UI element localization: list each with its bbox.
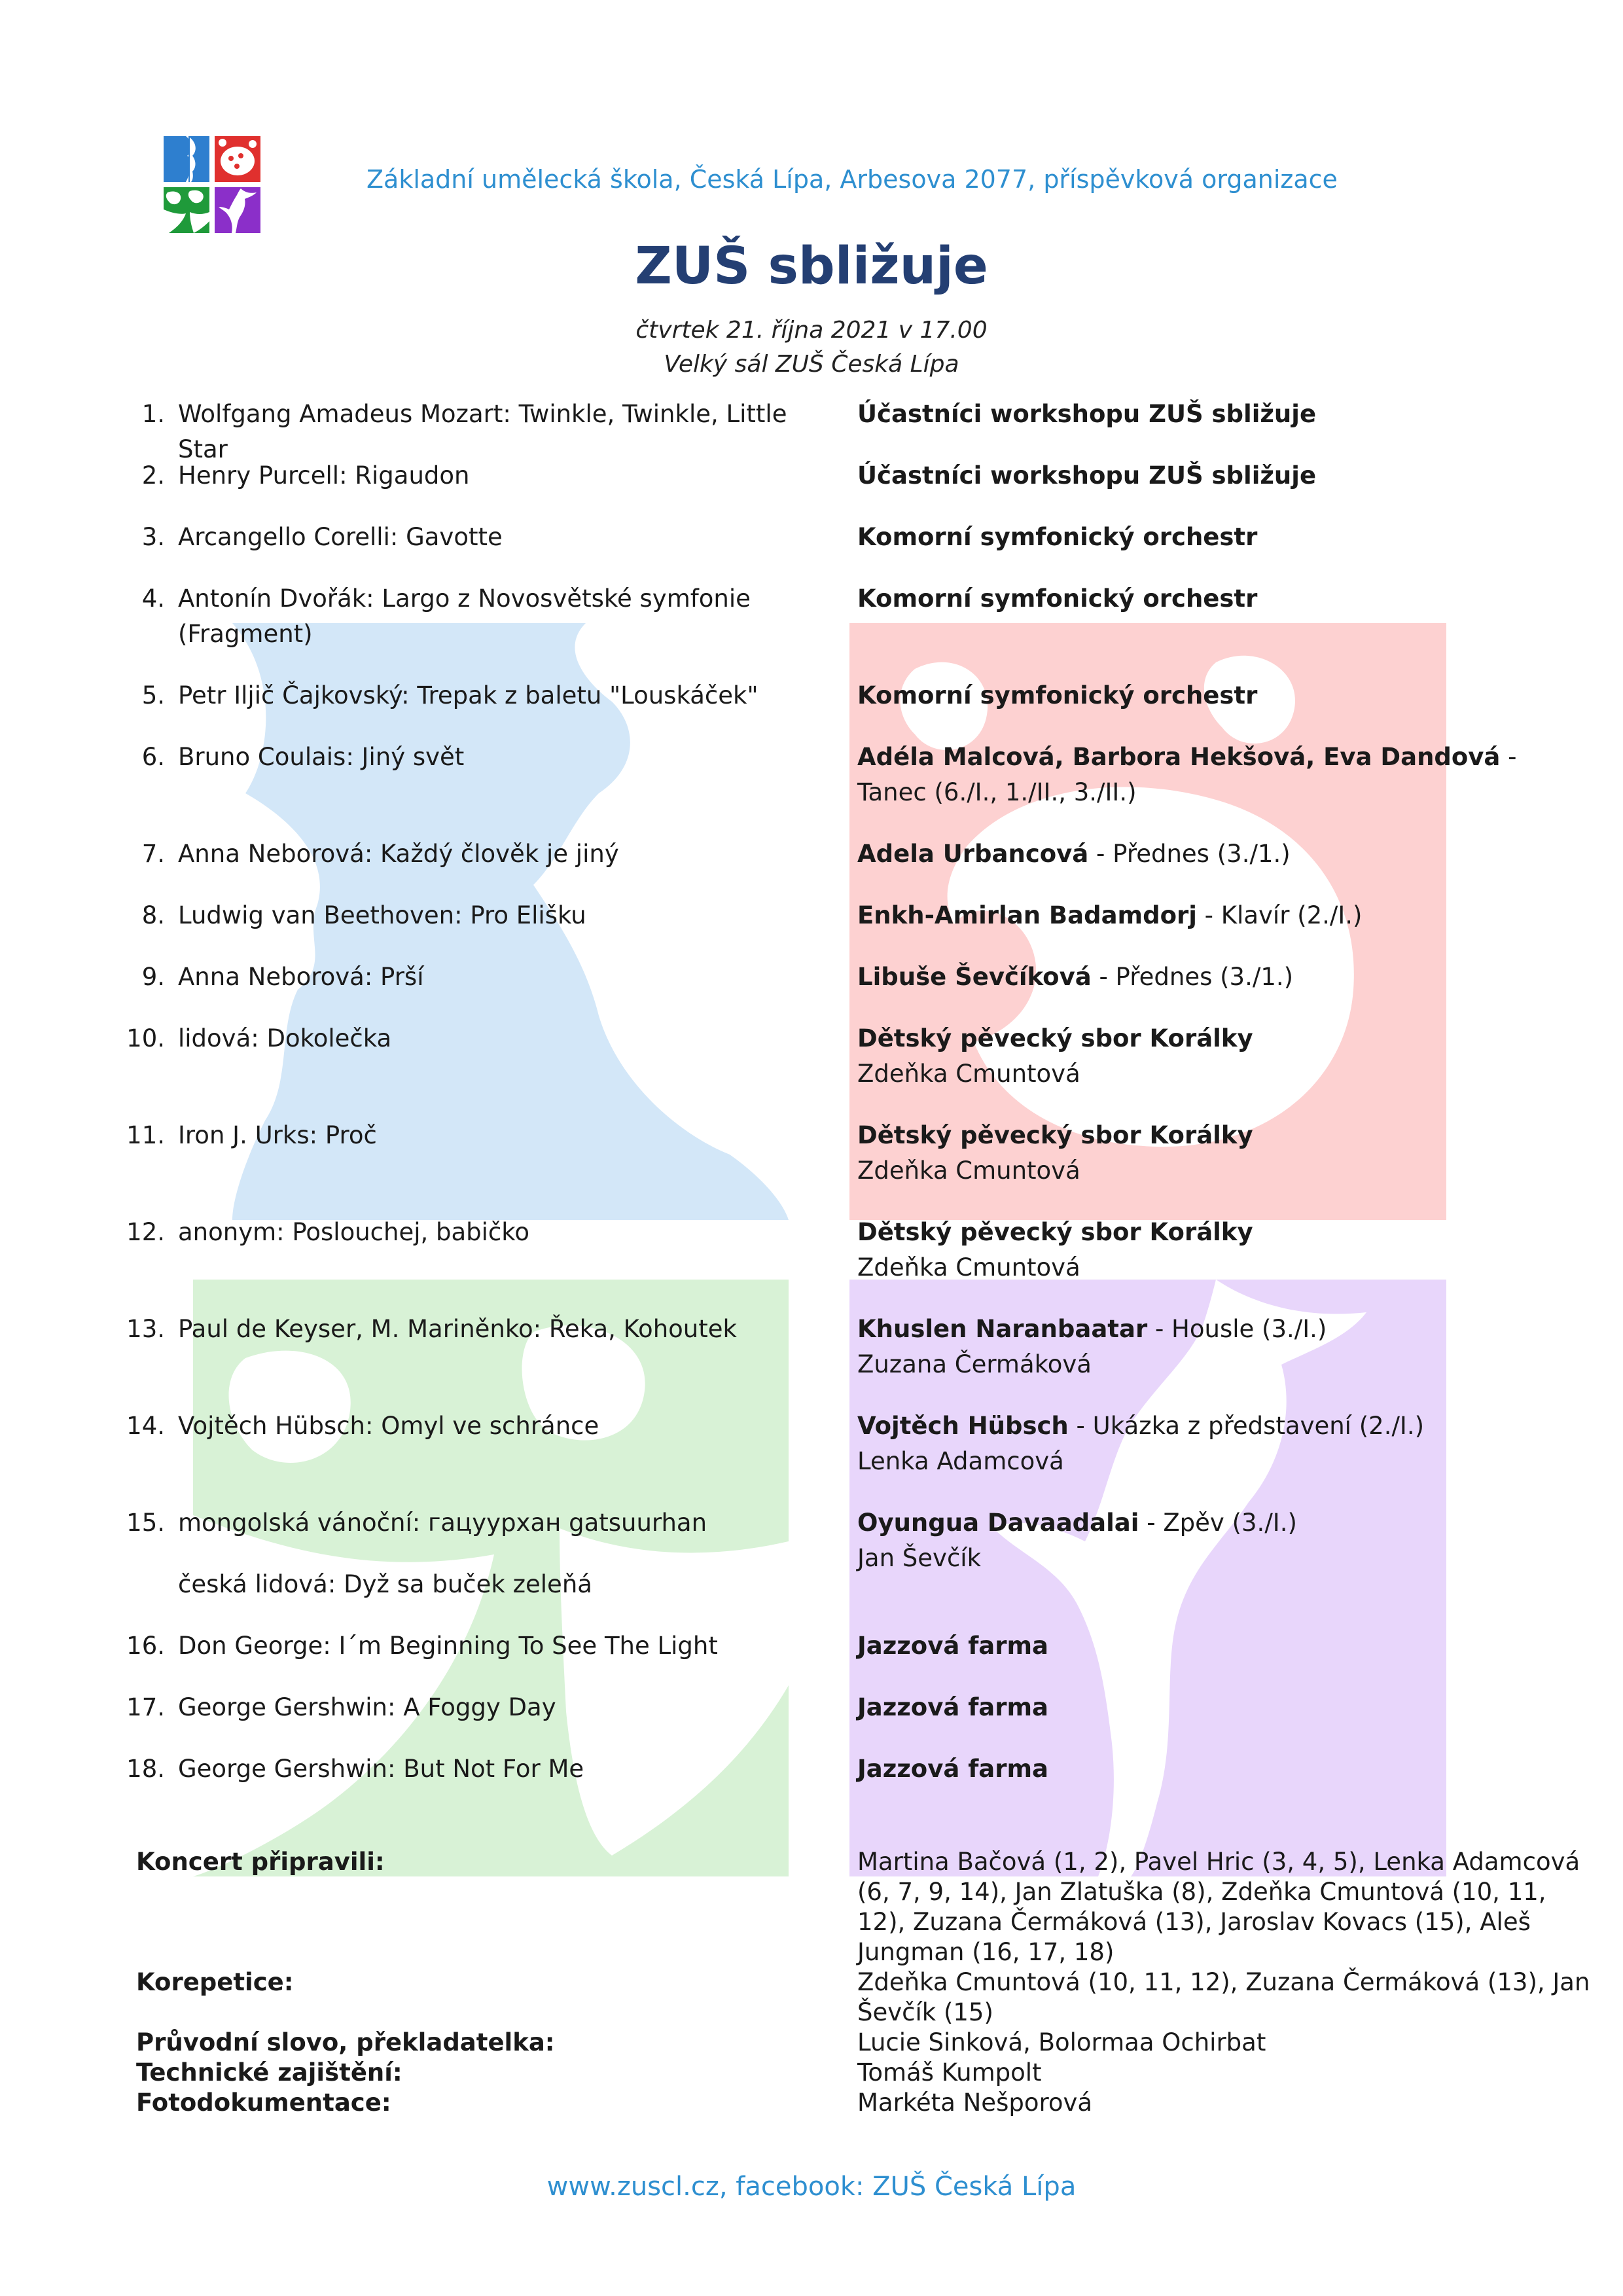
performer: [857, 1408, 1590, 1479]
item-number: 12.: [126, 1218, 165, 1246]
piece-title: Anna Neborová: Každý člověk je jiný: [178, 840, 619, 868]
performer: [857, 960, 1590, 995]
teacher-name: Zuzana Čermáková: [857, 1350, 1092, 1378]
school-logo: [164, 136, 260, 233]
performer: [857, 397, 1590, 432]
performer-name: Adéla Malcová, Barbora Hekšová, Eva Dandová: [857, 743, 1501, 771]
item-number: 1.: [141, 400, 165, 428]
performer-name: Komorní symfonický orchestr: [857, 523, 1258, 551]
item-number: 18.: [126, 1755, 165, 1783]
piece-title: Iron J. Urks: Proč: [178, 1121, 377, 1149]
credit-label: Technické zajištění:: [136, 2058, 402, 2087]
performer: [857, 678, 1590, 713]
credit-label: Koncert připravili:: [136, 1848, 385, 1876]
piece-title: Bruno Coulais: Jiný svět: [178, 743, 465, 771]
piece-title: Wolfgang Amadeus Mozart: Twinkle, Twinkle, Little Star: [178, 400, 787, 463]
item-number: 2.: [141, 461, 165, 490]
performer: [857, 581, 1590, 617]
item-number: 8.: [141, 901, 165, 929]
item-number: 13.: [126, 1315, 165, 1343]
performer-name: Jazzová farma: [857, 1755, 1049, 1783]
credit-value: Tomáš Kumpolt: [857, 2058, 1042, 2087]
piece-title: Petr Iljič Čajkovský: Trepak z baletu "Louskáček": [178, 681, 758, 709]
piece-title: George Gershwin: A Foggy Day: [178, 1693, 556, 1721]
piece-title: Antonín Dvořák: Largo z Novosvětské symfonie (Fragment): [178, 584, 751, 648]
performer-detail: - Zpěv (3./I.): [1139, 1509, 1297, 1537]
page-title: ZUŠ sbližuje: [635, 237, 988, 296]
event-venue: Velký sál ZUŠ Česká Lípa: [664, 351, 959, 378]
performer: [857, 1215, 1590, 1285]
item-number: 14.: [126, 1412, 165, 1440]
performer: [857, 1118, 1590, 1189]
piece-title: Henry Purcell: Rigaudon: [178, 461, 470, 490]
credit-label: Korepetice:: [136, 1968, 294, 1996]
item-number: 16.: [126, 1632, 165, 1660]
performer: [857, 836, 1590, 872]
conductor-name: Zdeňka Cmuntová: [857, 1253, 1080, 1282]
item-number: 7.: [141, 840, 165, 868]
school-name: Základní umělecká škola, Česká Lípa, Arbesova 2077, příspěvková organizace: [366, 165, 1338, 194]
performer-detail: - Housle (3./I.): [1147, 1315, 1327, 1343]
performer-name: Účastníci workshopu ZUŠ sbližuje: [857, 461, 1317, 490]
conductor-name: Zdeňka Cmuntová: [857, 1157, 1080, 1185]
credit-label: Fotodokumentace:: [136, 2089, 391, 2117]
performer-name: Jazzová farma: [857, 1693, 1049, 1721]
item-number: 11.: [126, 1121, 165, 1149]
piece-title: George Gershwin: But Not For Me: [178, 1755, 584, 1783]
performer-detail: - Klavír (2./I.): [1196, 901, 1363, 929]
footer-links: www.zuscl.cz, facebook: ZUŠ Česká Lípa: [546, 2172, 1077, 2202]
performer-name: Účastníci workshopu ZUŠ sbližuje: [857, 400, 1317, 428]
piece-title: mongolská vánoční: гацуурхан gatsuurhan: [178, 1509, 707, 1537]
performer-detail: - Ukázka z představení (2./I.): [1068, 1412, 1425, 1440]
performer-name: Enkh-Amirlan Badamdorj: [857, 901, 1197, 929]
performer-name: Oyungua Davaadalai: [857, 1509, 1139, 1537]
piece-title: Paul de Keyser, M. Mariněnko: Řeka, Kohoutek: [178, 1315, 737, 1343]
performer-name: Adela Urbancová: [857, 840, 1089, 868]
performer-name: Libuše Ševčíková: [857, 963, 1092, 991]
performer: [857, 1312, 1590, 1382]
item-number: 17.: [126, 1693, 165, 1721]
item-number: 9.: [141, 963, 165, 991]
teacher-name: Jan Ševčík: [857, 1544, 981, 1572]
performer-detail: - Přednes (3./1.): [1088, 840, 1291, 868]
performer: [857, 1690, 1590, 1725]
item-number: 10.: [126, 1024, 165, 1052]
teacher-name: Lenka Adamcová: [857, 1447, 1064, 1475]
item-number: 5.: [141, 681, 165, 709]
piece-title: anonym: Poslouchej, babičko: [178, 1218, 530, 1246]
credit-label: Průvodní slovo, překladatelka:: [136, 2028, 555, 2056]
performer: [857, 1628, 1590, 1664]
performer: [857, 740, 1590, 810]
item-number: 6.: [141, 743, 165, 771]
piece-title: Arcangello Corelli: Gavotte: [178, 523, 503, 551]
item-number: 15.: [126, 1509, 165, 1537]
performer: [857, 898, 1590, 933]
conductor-name: Zdeňka Cmuntová: [857, 1060, 1080, 1088]
piece-title: česká lidová: Dyž sa buček zeleňá: [178, 1570, 592, 1598]
piece-title: Ludwig van Beethoven: Pro Elišku: [178, 901, 586, 929]
piece-title: lidová: Dokolečka: [178, 1024, 392, 1052]
credit-value: Lucie Sinková, Bolormaa Ochirbat: [857, 2028, 1266, 2056]
performer: [857, 458, 1590, 493]
piece-title: Vojtěch Hübsch: Omyl ve schránce: [178, 1412, 599, 1440]
performer-name: Komorní symfonický orchestr: [857, 584, 1258, 613]
performer: [857, 1505, 1590, 1576]
performer-detail: - Tanec (6./I., 1./II., 3./II.): [857, 743, 1517, 806]
event-date: čtvrtek 21. října 2021 v 17.00: [635, 317, 988, 344]
performer-name: Jazzová farma: [857, 1632, 1049, 1660]
performer: [857, 1751, 1590, 1787]
performer: [857, 1021, 1590, 1092]
performer-name: Vojtěch Hübsch: [857, 1412, 1069, 1440]
piece-title: Don George: I´m Beginning To See The Light: [178, 1632, 718, 1660]
credit-value: Markéta Nešporová: [857, 2089, 1093, 2117]
item-number: 3.: [141, 523, 165, 551]
performer-detail: - Přednes (3./1.): [1091, 963, 1294, 991]
performer-name: Khuslen Naranbaatar: [857, 1315, 1148, 1343]
performer-name: Dětský pěvecký sbor Korálky: [857, 1024, 1253, 1052]
piece-title: Anna Neborová: Prší: [178, 963, 424, 991]
performer-name: Dětský pěvecký sbor Korálky: [857, 1121, 1253, 1149]
performer-name: Komorní symfonický orchestr: [857, 681, 1258, 709]
performer: [857, 520, 1590, 555]
credit-value: Zdeňka Cmuntová (10, 11, 12), Zuzana Čermáková (13), Jan Ševčík (15): [857, 1968, 1590, 2026]
item-number: 4.: [141, 584, 165, 613]
performer-name: Dětský pěvecký sbor Korálky: [857, 1218, 1253, 1246]
credit-value: Martina Bačová (1, 2), Pavel Hric (3, 4, 5), Lenka Adamcová (6, 7, 9, 14), Jan Zlatuška (8), Zdeňka Cmuntová (10, 11, 12), Zuzana Čermáková (13), Jaroslav Kovacs (15), Aleš Jungman (16, 17, 18): [857, 1848, 1580, 1966]
